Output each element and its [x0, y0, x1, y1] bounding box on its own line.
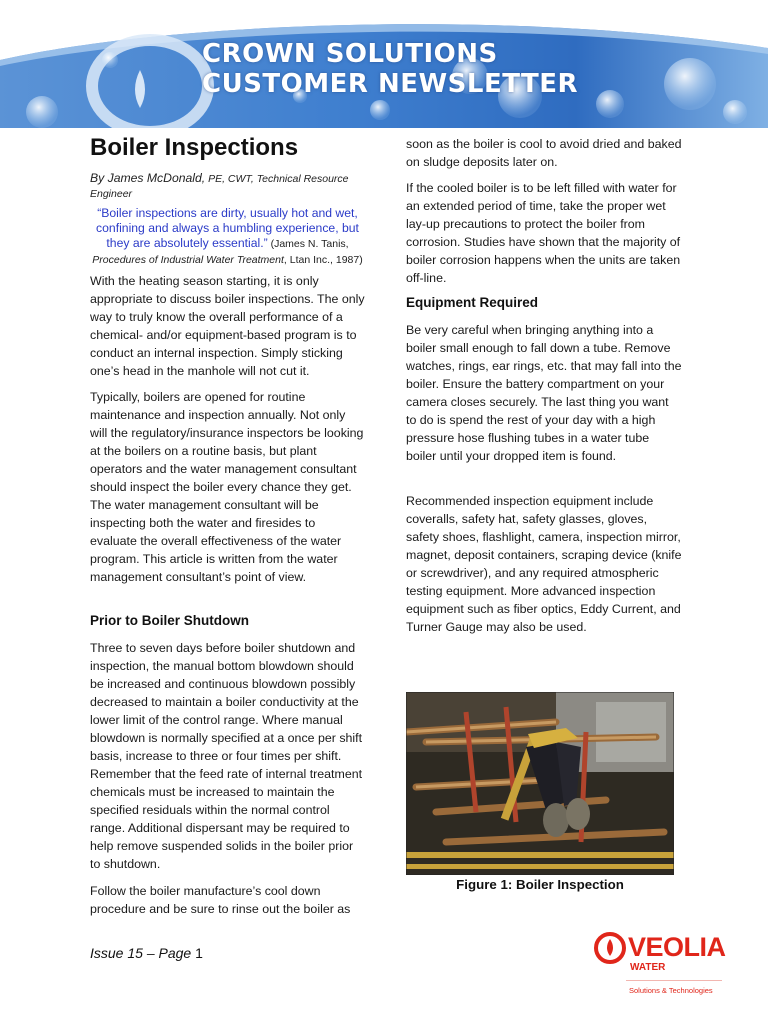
- heading-equipment-required: Equipment Required: [406, 295, 539, 310]
- veolia-emblem-icon: [592, 930, 632, 970]
- newsletter-title-line1: CROWN SOLUTIONS: [202, 39, 498, 69]
- boiler-inspection-photo: [406, 692, 674, 875]
- veolia-logo: [592, 928, 732, 1000]
- paragraph-cooldown-continued: soon as the boiler is cool to avoid dried and baked on sludge deposits later on.: [406, 137, 682, 169]
- veolia-wordmark: VEOLIA: [628, 932, 726, 962]
- pull-quote-book: Procedures of Industrial Water Treatment: [92, 254, 284, 266]
- paragraph-equipment-caution: Be very careful when bringing anything into a boiler small enough to fall down a tube. Remove watches, rings, ear rings, etc. that may fall into the boiler. Ensure the battery compartment on your camera closes securely. The last thing you want to do is spend the rest of your day with a high pressure hose flushing tubes in a water tube boiler until your dropped item is found.: [406, 323, 682, 463]
- paragraph-intro: With the heating season starting, it is only appropriate to discuss boiler inspections. The only way to truly know the overall performance of a chemical- and/or equipment-based program is to conduct an internal inspection. Simply sticking one’s head in the manhole will not cut it.: [90, 274, 365, 378]
- pull-quote-source: (James N. Tanis,: [267, 238, 349, 250]
- article-title: Boiler Inspections: [90, 134, 299, 161]
- veolia-tagline: Solutions & Technologies: [629, 986, 713, 995]
- paragraph-equipment-list: Recommended inspection equipment include coveralls, safety hat, safety glasses, gloves, safety shoes, flashlight, camera, inspection mirror, magnet, deposit containers, scraping device (knife or screwdriver), and any required atmospheric testing equipment. More advanced inspection equipment such as fiber optics, Eddy Current, and Turner Gauge may also be used.: [406, 494, 682, 634]
- byline-credentials: PE, CWT, Technical Resource Engineer: [90, 173, 349, 200]
- footer-issue: Issue 15 – Page: [90, 945, 196, 961]
- paragraph-routine: Typically, boilers are opened for routine maintenance and inspection annually. Not only will the regulatory/insurance inspectors be looking at the boilers on a routine basis, but plant operators and the water management consultant should inspect the boiler every chance they get. The water management consultant will be inspecting both the water and firesides to evaluate the overall effectiveness of the water program. This article is written from the water management consultant’s point of view.: [90, 390, 364, 584]
- paragraph-cooldown: Follow the boiler manufacture’s cool down procedure and be sure to rinse out the boiler as: [90, 884, 351, 916]
- paragraph-wet-layup: If the cooled boiler is to be left filled with water for an extended period of time, take the proper wet lay-up precautions to protect the boiler from corrosion. Studies have shown that the majority of boiler corrosion happens when the units are taken off-line.: [406, 181, 681, 285]
- pull-quote: [90, 206, 365, 268]
- figure-caption: Figure 1: Boiler Inspection: [456, 877, 624, 892]
- footer-page-number: 1: [195, 945, 203, 961]
- newsletter-title: [202, 39, 578, 99]
- logo-divider: [626, 980, 722, 981]
- paragraph-prior-shutdown: Three to seven days before boiler shutdown and inspection, the manual bottom blowdown should be increased and continuous blowdown possibly decreased to maintain a boiler conductivity at the lower limit of the control range. Where manual blowdown is normally specified at a once per shift basis, increase to three or four times per shift. Remember that the feed rate of internal treatment chemicals must be increased to maintain the specified residuals within the normal control range. Additional dispersant may be required to help remove suspended solids in the boiler prior to shutdown.: [90, 641, 363, 871]
- veolia-water-label: WATER: [630, 962, 666, 973]
- pull-quote-text: “Boiler inspections are dirty, usually hot and wet, confining and always a humbling experience, but they are absolutely essential.”: [96, 206, 359, 250]
- pull-quote-publisher: , Ltan Inc., 1987): [283, 254, 363, 266]
- boiler-photo-illustration: [406, 692, 674, 875]
- article-byline: [90, 171, 365, 201]
- byline-author: By James McDonald,: [90, 171, 206, 185]
- newsletter-title-line2: CUSTOMER NEWSLETTER: [202, 69, 579, 99]
- page-footer: [90, 944, 203, 962]
- newsletter-banner: [0, 0, 768, 128]
- heading-prior-shutdown: Prior to Boiler Shutdown: [90, 613, 249, 628]
